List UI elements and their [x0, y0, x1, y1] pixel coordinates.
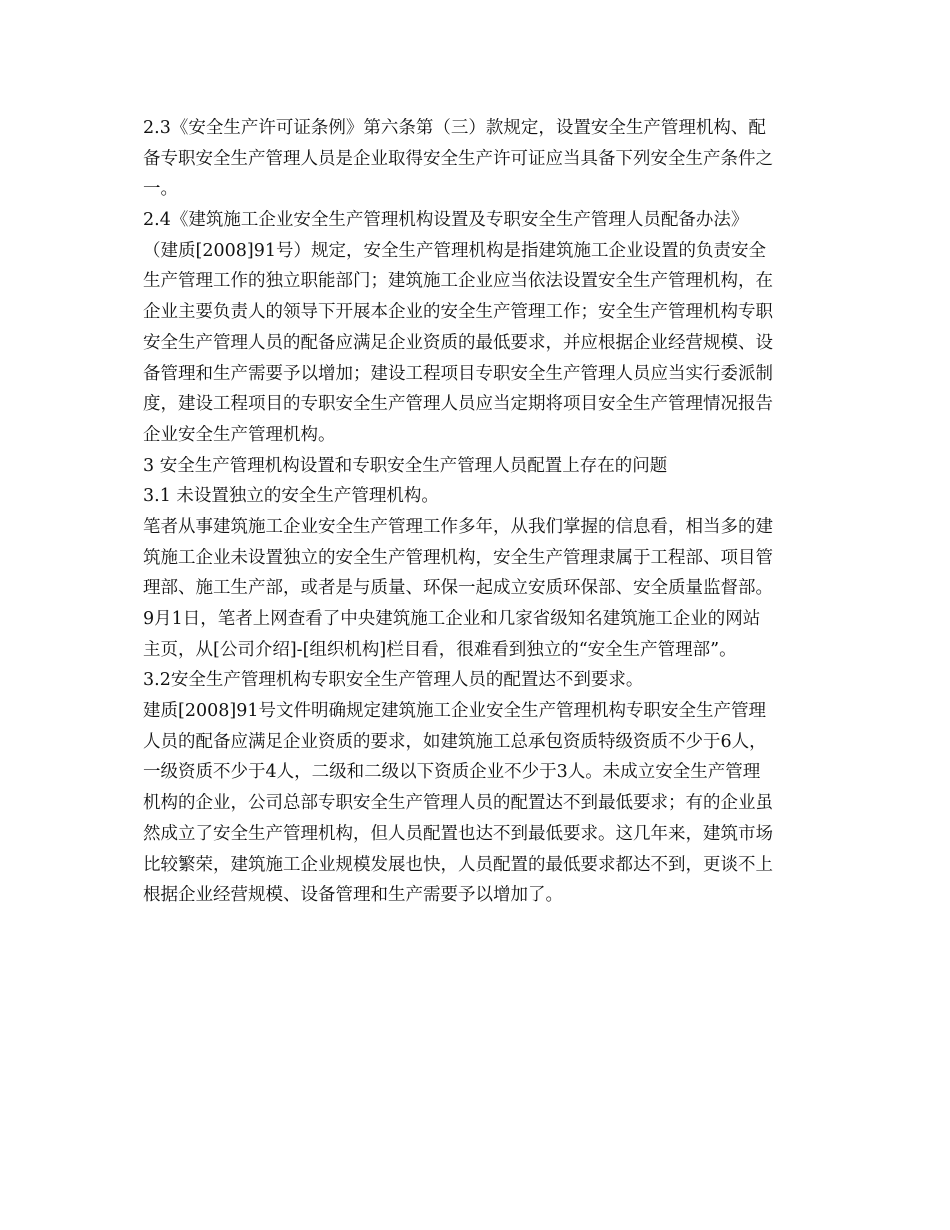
subsection-heading: 3.2安全生产管理机构专职安全生产管理人员的配置达不到要求。 — [143, 670, 644, 691]
text-line: （建质[2008]91号）规定，安全生产管理机构是指建筑施工企业设置的负责安全 — [143, 240, 766, 261]
text-line: 人员的配备应满足企业资质的要求，如建筑施工总承包资质特级资质不少于6人， — [143, 731, 767, 752]
document-page — [143, 113, 823, 911]
text-line: 安全生产管理人员的配备应满足企业资质的最低要求，并应根据企业经营规模、设 — [143, 332, 773, 353]
text-line: 2.3《安全生产许可证条例》第六条第（三）款规定，设置安全生产管理机构、配 — [143, 118, 766, 138]
text-line: 然成立了安全生产管理机构，但人员配置也达不到最低要求。这几年来，建筑市场 — [143, 823, 773, 844]
text-line: 企业主要负责人的领导下开展本企业的安全生产管理工作；安全生产管理机构专职 — [143, 302, 773, 323]
subsection-heading: 3.1 未设置独立的安全生产管理机构。 — [143, 486, 439, 507]
section-heading: 3 安全生产管理机构设置和专职安全生产管理人员配置上存在的问题 — [143, 455, 668, 476]
text-line: 生产管理工作的独立职能部门；建筑施工企业应当依法设置安全生产管理机构，在 — [143, 271, 773, 292]
text-line: 一。 — [143, 179, 178, 200]
text-line: 企业安全生产管理机构。 — [143, 424, 336, 445]
text-line: 建质[2008]91号文件明确规定建筑施工企业安全生产管理机构专职安全生产管理 — [143, 701, 766, 722]
text-line: 根据企业经营规模、设备管理和生产需要予以增加了。 — [143, 885, 563, 906]
text-line: 主页，从[公司介绍]-[组织机构]栏目看，很难看到独立的“安全生产管理部”。 — [143, 639, 737, 660]
text-line: 备专职安全生产管理人员是企业取得安全生产许可证应当具备下列安全生产条件之 — [143, 148, 773, 169]
text-line: 笔者从事建筑施工企业安全生产管理工作多年，从我们掌握的信息看，相当多的建 — [143, 516, 773, 537]
text-line: 机构的企业，公司总部专职安全生产管理人员的配置达不到最低要求；有的企业虽 — [143, 793, 773, 814]
text-line: 2.4《建筑施工企业安全生产管理机构设置及专职安全生产管理人员配备办法》 — [143, 210, 749, 231]
text-line: 度，建设工程项目的专职安全生产管理人员应当定期将项目安全生产管理情况报告 — [143, 394, 773, 415]
text-line: 备管理和生产需要予以增加；建设工程项目专职安全生产管理人员应当实行委派制 — [143, 363, 773, 384]
text-line: 9月1日，笔者上网查看了中央建筑施工企业和几家省级知名建筑施工企业的网站 — [143, 609, 761, 629]
text-line: 筑施工企业未设置独立的安全生产管理机构，安全生产管理隶属于工程部、项目管 — [143, 547, 773, 568]
text-line: 理部、施工生产部，或者是与质量、环保一起成立安质环保部、安全质量监督部。 — [143, 578, 773, 599]
text-line: 一级资质不少于4人，二级和二级以下资质企业不少于3人。未成立安全生产管理 — [143, 762, 761, 783]
text-line: 比较繁荣，建筑施工企业规模发展也快，人员配置的最低要求都达不到，更谈不上 — [143, 854, 773, 875]
